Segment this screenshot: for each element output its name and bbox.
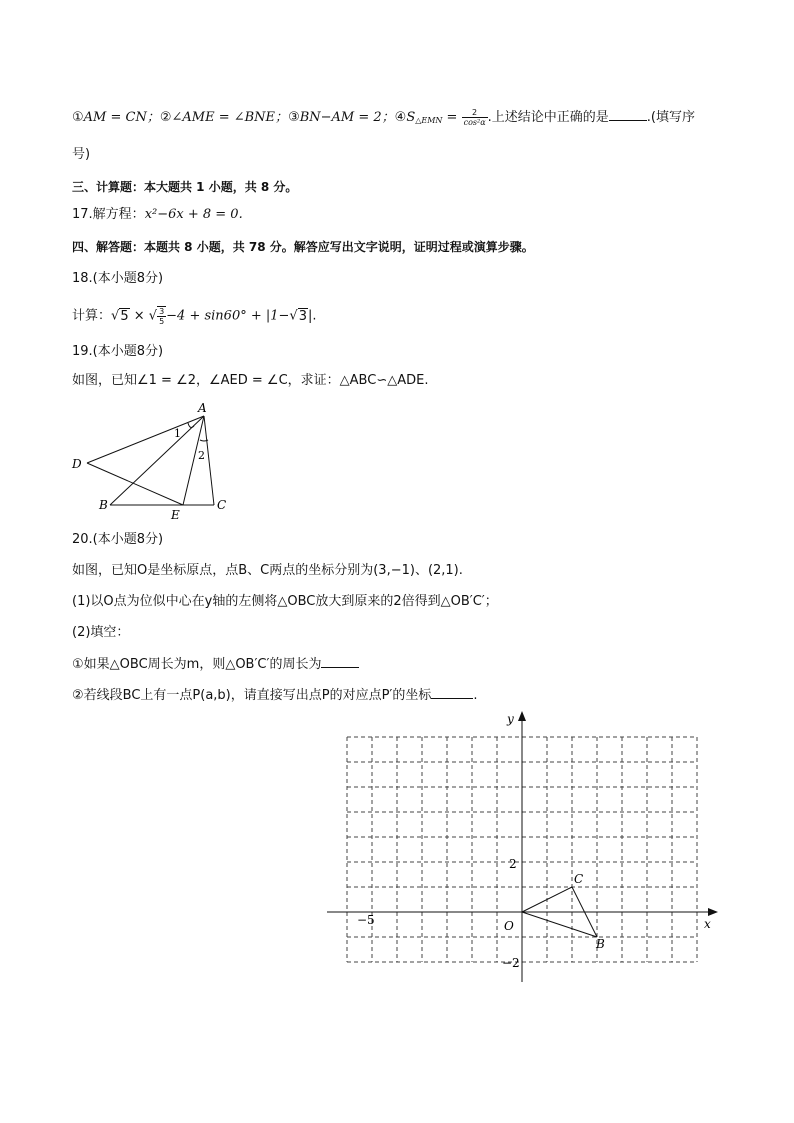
- fraction-denominator: cos²α: [463, 118, 486, 127]
- q17-label: 17.解方程：: [72, 207, 145, 222]
- times-sign: ×: [129, 308, 149, 324]
- sqrt-3: 3: [298, 308, 307, 324]
- fraction-numerator: 2: [462, 108, 488, 118]
- circle-1: ①: [72, 110, 84, 125]
- segment-BC: [572, 887, 597, 937]
- statement-3: BN−AM = 2；: [299, 110, 395, 125]
- tick-label-2: 2: [509, 857, 517, 871]
- q18-expression: [72, 306, 317, 326]
- problem16-conclusions: [72, 108, 695, 130]
- q20-sub2: [72, 686, 478, 705]
- area-symbol: S: [406, 110, 416, 125]
- q18-end: |.: [308, 308, 317, 324]
- fraction-denominator: 5: [159, 317, 165, 326]
- q18-rest: −4 + sin60° + |1−: [166, 308, 290, 324]
- circle-2: ②: [159, 110, 172, 125]
- segment-AE: [183, 416, 204, 505]
- q17: [72, 206, 243, 224]
- q20-sub2-end: .: [473, 688, 478, 703]
- question-text: .上述结论中正确的是: [487, 110, 609, 125]
- q19-label: 19.(本小题8分): [72, 344, 164, 359]
- origin-label: O: [504, 919, 514, 933]
- label-angle-2: 2: [198, 449, 205, 462]
- answer-blank-20-1[interactable]: [321, 655, 359, 668]
- y-axis-arrow-icon: [518, 711, 526, 721]
- x-axis-label: x: [704, 917, 711, 931]
- section-4-title: 四、解答题：本题共 8 小题，共 78 分。解答应写出文字说明，证明过程或演算步骤。: [72, 240, 534, 254]
- fraction-3-over-5: [157, 306, 166, 326]
- problem16-wrap: 号): [72, 147, 91, 162]
- tick-label-neg5: −5: [357, 913, 375, 927]
- segment-OC: [522, 887, 572, 912]
- q20-part1: (1)以O点为位似中心在y轴的左侧将△OBC放大到原来的2倍得到△OB′C′；: [72, 594, 498, 609]
- q18-label: 18.(本小题8分): [72, 271, 164, 286]
- circle-3: ③: [288, 110, 300, 125]
- y-axis-label: y: [507, 712, 514, 726]
- q20-label: 20.(本小题8分): [72, 532, 164, 547]
- angle-2-arc: [200, 440, 208, 441]
- section-3-title: 三、计算题：本大题共 1 小题，共 8 分。: [72, 180, 298, 194]
- x-axis-arrow-icon: [708, 908, 718, 916]
- label-D: D: [72, 457, 82, 471]
- fraction-2-over-cos: [462, 108, 488, 127]
- sqrt-5: 5: [120, 308, 129, 324]
- fill-hint: .(填写序: [646, 110, 695, 125]
- equals-sign: =: [442, 110, 462, 125]
- q17-equation: x²−6x + 8 = 0.: [144, 207, 243, 222]
- sqrt-symbol-3: √: [289, 308, 298, 324]
- segment-AC: [204, 416, 214, 505]
- answer-blank-16[interactable]: [609, 108, 647, 121]
- q20-sub2-text: ②若线段BC上有一点P(a,b)，请直接写出点P的对应点P′的坐标: [72, 688, 432, 703]
- q20-sub1-text: ①如果△OBC周长为m，则△OB′C′的周长为: [72, 657, 322, 672]
- q20-sub1: [72, 655, 359, 674]
- sqrt-symbol-2: √: [148, 308, 158, 324]
- q18-prefix: 计算：: [72, 308, 112, 324]
- circle-4: ④: [394, 110, 407, 125]
- label-E: E: [171, 508, 180, 522]
- area-subscript: △EMN: [415, 116, 443, 125]
- statement-2: ∠AME = ∠BNE；: [171, 110, 289, 125]
- segment-AD: [87, 416, 204, 463]
- statement-1: AM = CN；: [83, 110, 160, 125]
- point-C-label: C: [574, 872, 584, 886]
- angle-1-arc: [188, 423, 194, 427]
- label-A: A: [198, 401, 207, 415]
- segment-OB: [522, 912, 597, 937]
- segment-DE: [87, 463, 183, 505]
- label-C: C: [217, 498, 227, 512]
- tick-label-neg2: −2: [502, 956, 520, 970]
- label-angle-1: 1: [174, 427, 181, 440]
- answer-blank-20-2[interactable]: [431, 686, 473, 699]
- q20-part2: (2)填空：: [72, 625, 130, 640]
- segment-AB: [110, 416, 204, 505]
- sqrt-symbol: √: [111, 308, 120, 324]
- fraction-numerator: 3: [159, 307, 165, 316]
- point-B-label: B: [596, 937, 605, 951]
- q19-text: 如图，已知∠1 = ∠2，∠AED = ∠C，求证：△ABC∽△ADE.: [72, 373, 429, 388]
- label-B: B: [99, 498, 108, 512]
- q20-text: 如图，已知O是坐标原点，点B、C两点的坐标分别为(3,−1)、(2,1).: [72, 563, 463, 578]
